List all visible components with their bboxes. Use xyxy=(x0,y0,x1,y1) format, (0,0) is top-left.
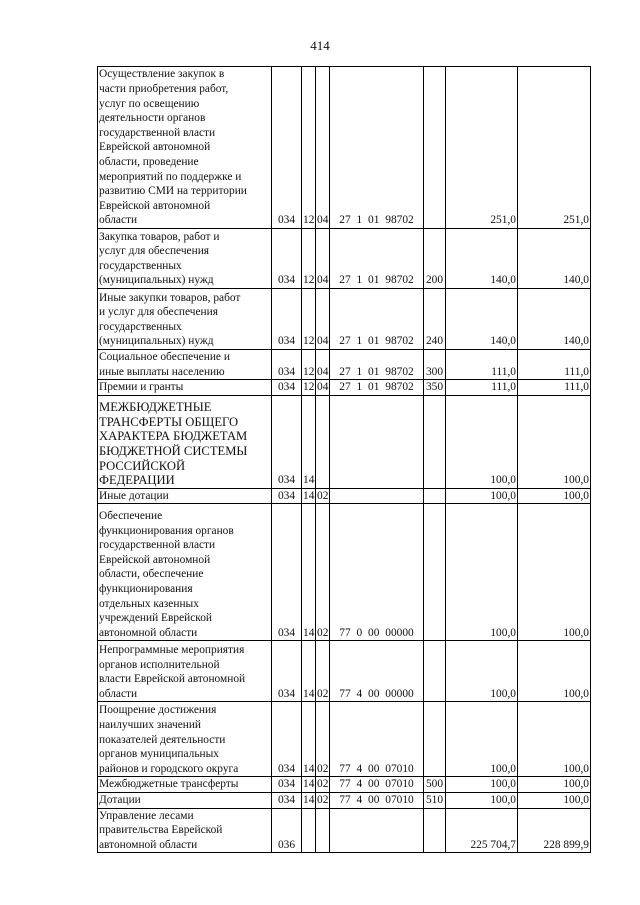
subsection-code: 04 xyxy=(316,350,330,380)
expense-type-code: 300 xyxy=(424,350,446,380)
row-name: Управление лесами правительства Еврейской автономной области xyxy=(98,808,272,853)
target-article-code xyxy=(330,395,424,488)
department-code: 034 xyxy=(272,350,302,380)
amount-year-1: 140,0 xyxy=(446,229,518,289)
amount-year-1: 100,0 xyxy=(446,641,518,702)
amount-year-2: 228 899,9 xyxy=(518,808,591,853)
target-article-code: 27 1 01 98702 xyxy=(330,289,424,350)
department-code: 034 xyxy=(272,792,302,808)
subsection-code xyxy=(316,808,330,853)
expense-type-code: 510 xyxy=(424,792,446,808)
target-article-code: 77 4 00 00000 xyxy=(330,641,424,702)
section-code: 14 xyxy=(302,488,316,504)
section-code: 14 xyxy=(302,792,316,808)
target-article-code: 27 1 01 98702 xyxy=(330,380,424,396)
department-code: 034 xyxy=(272,777,302,793)
section-code: 12 xyxy=(302,289,316,350)
target-article-code: 77 4 00 07010 xyxy=(330,702,424,777)
section-code: 14 xyxy=(302,702,316,777)
expense-type-code xyxy=(424,488,446,504)
row-name: Непрограммные мероприятия органов исполнительной власти Еврейской автономной области xyxy=(98,641,272,702)
row-name: Закупка товаров, работ и услуг для обеспечения государственных (муниципальных) нужд xyxy=(98,229,272,289)
target-article-code xyxy=(330,808,424,853)
table-row xyxy=(98,777,591,793)
amount-year-2: 100,0 xyxy=(518,504,591,641)
subsection-code: 02 xyxy=(316,641,330,702)
expense-type-code: 500 xyxy=(424,777,446,793)
department-code: 034 xyxy=(272,229,302,289)
amount-year-2: 140,0 xyxy=(518,229,591,289)
department-code: 034 xyxy=(272,380,302,396)
amount-year-2: 100,0 xyxy=(518,395,591,488)
amount-year-2: 140,0 xyxy=(518,289,591,350)
section-code: 14 xyxy=(302,777,316,793)
amount-year-2: 100,0 xyxy=(518,488,591,504)
subsection-code: 02 xyxy=(316,792,330,808)
expense-type-code xyxy=(424,67,446,229)
department-code: 034 xyxy=(272,488,302,504)
table-row xyxy=(98,380,591,396)
subsection-code: 02 xyxy=(316,488,330,504)
target-article-code: 27 1 01 98702 xyxy=(330,350,424,380)
table-row xyxy=(98,289,591,350)
table-row xyxy=(98,395,591,488)
amount-year-2: 100,0 xyxy=(518,702,591,777)
row-name: Премии и гранты xyxy=(98,380,272,396)
table-row xyxy=(98,702,591,777)
department-code: 034 xyxy=(272,641,302,702)
amount-year-2: 111,0 xyxy=(518,380,591,396)
amount-year-2: 251,0 xyxy=(518,67,591,229)
amount-year-1: 100,0 xyxy=(446,792,518,808)
subsection-code: 04 xyxy=(316,380,330,396)
amount-year-1: 100,0 xyxy=(446,488,518,504)
department-code: 034 xyxy=(272,504,302,641)
target-article-code: 77 4 00 07010 xyxy=(330,792,424,808)
department-code: 034 xyxy=(272,289,302,350)
amount-year-2: 100,0 xyxy=(518,777,591,793)
row-name: Социальное обеспечение и иные выплаты населению xyxy=(98,350,272,380)
section-code: 12 xyxy=(302,350,316,380)
table-row xyxy=(98,350,591,380)
amount-year-2: 100,0 xyxy=(518,641,591,702)
amount-year-1: 225 704,7 xyxy=(446,808,518,853)
table-row xyxy=(98,792,591,808)
amount-year-2: 100,0 xyxy=(518,792,591,808)
target-article-code: 27 1 01 98702 xyxy=(330,67,424,229)
amount-year-1: 251,0 xyxy=(446,67,518,229)
expense-type-code xyxy=(424,702,446,777)
table-row xyxy=(98,504,591,641)
subsection-code: 04 xyxy=(316,67,330,229)
section-code: 12 xyxy=(302,229,316,289)
expense-type-code xyxy=(424,641,446,702)
row-name: Межбюджетные трансферты xyxy=(98,777,272,793)
subsection-code: 02 xyxy=(316,777,330,793)
row-name: Осуществление закупок в части приобретения работ, услуг по освещению деятельности органов государственной власти Еврейской автономной области, проведение мероприятий по поддержке и развитию СМИ на территории Еврейской автономной области xyxy=(98,67,272,229)
section-code: 12 xyxy=(302,67,316,229)
amount-year-1: 111,0 xyxy=(446,380,518,396)
budget-table-body xyxy=(98,67,591,853)
row-name: Иные закупки товаров, работ и услуг для обеспечения государственных (муниципальных) нужд xyxy=(98,289,272,350)
row-name: МЕЖБЮДЖЕТНЫЕ ТРАНСФЕРТЫ ОБЩЕГО ХАРАКТЕРА БЮДЖЕТАМ БЮДЖЕТНОЙ СИСТЕМЫ РОССИЙСКОЙ ФЕДЕРАЦИИ xyxy=(98,395,272,488)
target-article-code xyxy=(330,488,424,504)
row-name: Дотации xyxy=(98,792,272,808)
budget-table xyxy=(97,66,591,853)
department-code: 034 xyxy=(272,702,302,777)
table-row xyxy=(98,808,591,853)
row-name: Поощрение достижения наилучших значений показателей деятельности органов муниципальных районов и городского округа xyxy=(98,702,272,777)
amount-year-1: 100,0 xyxy=(446,504,518,641)
target-article-code: 77 0 00 00000 xyxy=(330,504,424,641)
row-name: Иные дотации xyxy=(98,488,272,504)
section-code: 14 xyxy=(302,395,316,488)
amount-year-1: 100,0 xyxy=(446,702,518,777)
subsection-code: 04 xyxy=(316,289,330,350)
table-row xyxy=(98,67,591,229)
target-article-code: 77 4 00 07010 xyxy=(330,777,424,793)
subsection-code xyxy=(316,395,330,488)
department-code: 034 xyxy=(272,67,302,229)
section-code: 12 xyxy=(302,380,316,396)
department-code: 034 xyxy=(272,395,302,488)
amount-year-1: 111,0 xyxy=(446,350,518,380)
subsection-code: 02 xyxy=(316,504,330,641)
table-row xyxy=(98,229,591,289)
target-article-code: 27 1 01 98702 xyxy=(330,229,424,289)
section-code: 14 xyxy=(302,641,316,702)
expense-type-code: 200 xyxy=(424,229,446,289)
amount-year-1: 100,0 xyxy=(446,395,518,488)
amount-year-1: 140,0 xyxy=(446,289,518,350)
amount-year-2: 111,0 xyxy=(518,350,591,380)
expense-type-code xyxy=(424,504,446,641)
table-row xyxy=(98,488,591,504)
subsection-code: 04 xyxy=(316,229,330,289)
section-code xyxy=(302,808,316,853)
amount-year-1: 100,0 xyxy=(446,777,518,793)
subsection-code: 02 xyxy=(316,702,330,777)
department-code: 036 xyxy=(272,808,302,853)
row-name: Обеспечение функционирования органов государственной власти Еврейской автономной области, обеспечение функционирования отдельных казенных учреждений Еврейской автономной области xyxy=(98,504,272,641)
page-number: 414 xyxy=(310,38,330,53)
section-code: 14 xyxy=(302,504,316,641)
expense-type-code xyxy=(424,395,446,488)
expense-type-code: 240 xyxy=(424,289,446,350)
expense-type-code: 350 xyxy=(424,380,446,396)
expense-type-code xyxy=(424,808,446,853)
table-row xyxy=(98,641,591,702)
